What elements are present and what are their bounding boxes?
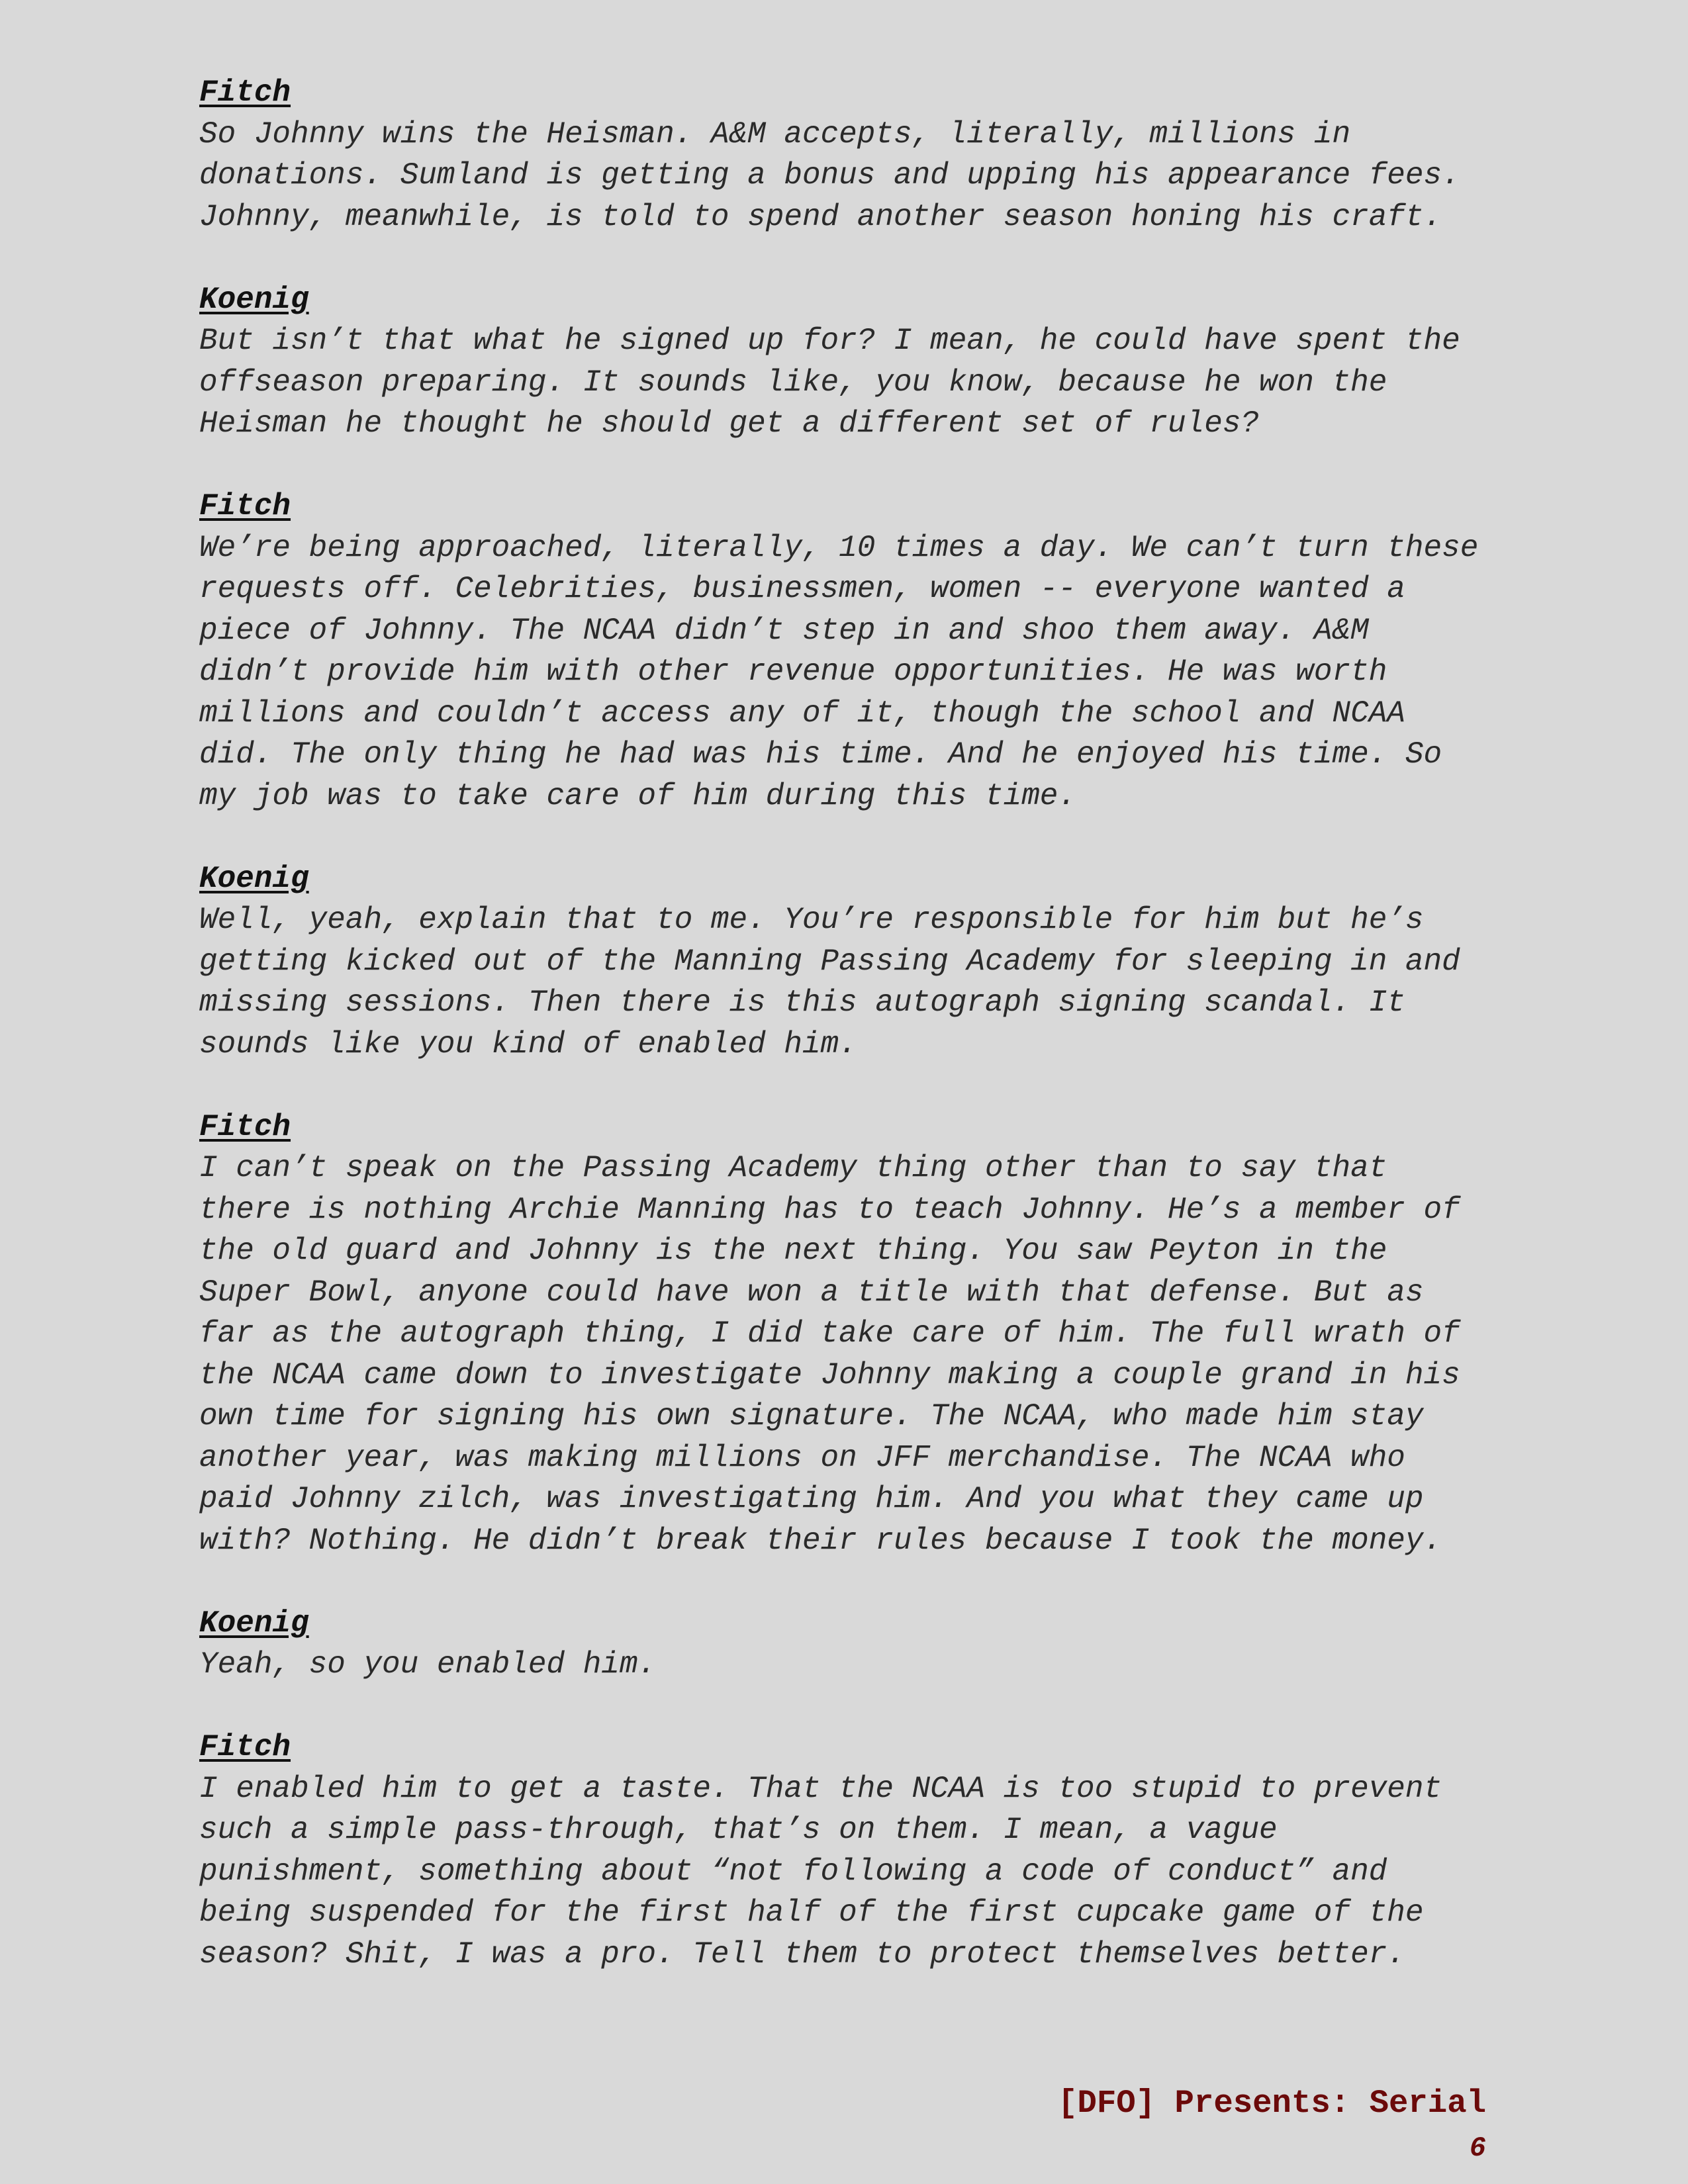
- speaker-name: Koenig: [199, 861, 309, 896]
- dialogue-text: Yeah, so you enabled him.: [199, 1647, 657, 1682]
- dialogue-text: We’re being approached, literally, 10 times a day. We can’t turn these requests off. Celebrities, businessmen, women -- everyone wanted a piece of Johnny. The NCAA didn’t step in and shoo them away. A&M didn’t provide him with other revenue opportunities. He was worth millions and couldn’t access any of it, though the school and NCAA did. The only thing he had was his time. And he enjoyed his time. So my job was to take care of him during this time.: [199, 530, 1479, 813]
- speaker-name: Fitch: [199, 75, 291, 110]
- dialogue-block: [199, 1727, 1556, 1975]
- dialogue-block: [199, 72, 1556, 238]
- dialogue-block: [199, 486, 1556, 817]
- dialogue-text: I can’t speak on the Passing Academy thing other than to say that there is nothing Archie Manning has to teach Johnny. He’s a member of the old guard and Johnny is the next thing. You saw Peyton in the Super Bowl, anyone could have won a title with that defense. But as far as the autograph thing, I did take care of him. The full wrath of the NCAA came down to investigate Johnny making a couple grand in his own time for signing his own signature. The NCAA, who made him stay another year, was making millions on JFF merchandise. The NCAA who paid Johnny zilch, was investigating him. And you what they came up with? Nothing. He didn’t break their rules because I took the money.: [199, 1151, 1460, 1558]
- page-number: 6: [1469, 2132, 1486, 2164]
- speaker-name: Fitch: [199, 489, 291, 523]
- speaker-name: Fitch: [199, 1730, 291, 1764]
- footer-title: [DFO] Presents: Serial: [1058, 2085, 1486, 2122]
- dialogue-block: [199, 1107, 1556, 1562]
- transcript: [199, 72, 1556, 2017]
- dialogue-block: [199, 858, 1556, 1066]
- dialogue-text: So Johnny wins the Heisman. A&M accepts, literally, millions in donations. Sumland is getting a bonus and upping his appearance fees. Johnny, meanwhile, is told to spend another season honing his craft.: [199, 116, 1460, 234]
- dialogue-text: I enabled him to get a taste. That the NCAA is too stupid to prevent such a simple pass-through, that’s on them. I mean, a vague punishment, something about “not following a code of conduct” and being suspended for the first half of the first cupcake game of the season? Shit, I was a pro. Tell them to protect themselves better.: [199, 1771, 1442, 1972]
- dialogue-text: Well, yeah, explain that to me. You’re responsible for him but he’s getting kicked out of the Manning Passing Academy for sleeping in and missing sessions. Then there is this autograph signing scandal. It sounds like you kind of enabled him.: [199, 903, 1460, 1062]
- dialogue-block: [199, 279, 1556, 445]
- speaker-name: Koenig: [199, 1606, 309, 1641]
- speaker-name: Fitch: [199, 1109, 291, 1144]
- dialogue-block: [199, 1603, 1556, 1686]
- dialogue-text: But isn’t that what he signed up for? I mean, he could have spent the offseason preparing. It sounds like, you know, because he won the Heisman he thought he should get a different set of rules?: [199, 324, 1460, 441]
- speaker-name: Koenig: [199, 282, 309, 317]
